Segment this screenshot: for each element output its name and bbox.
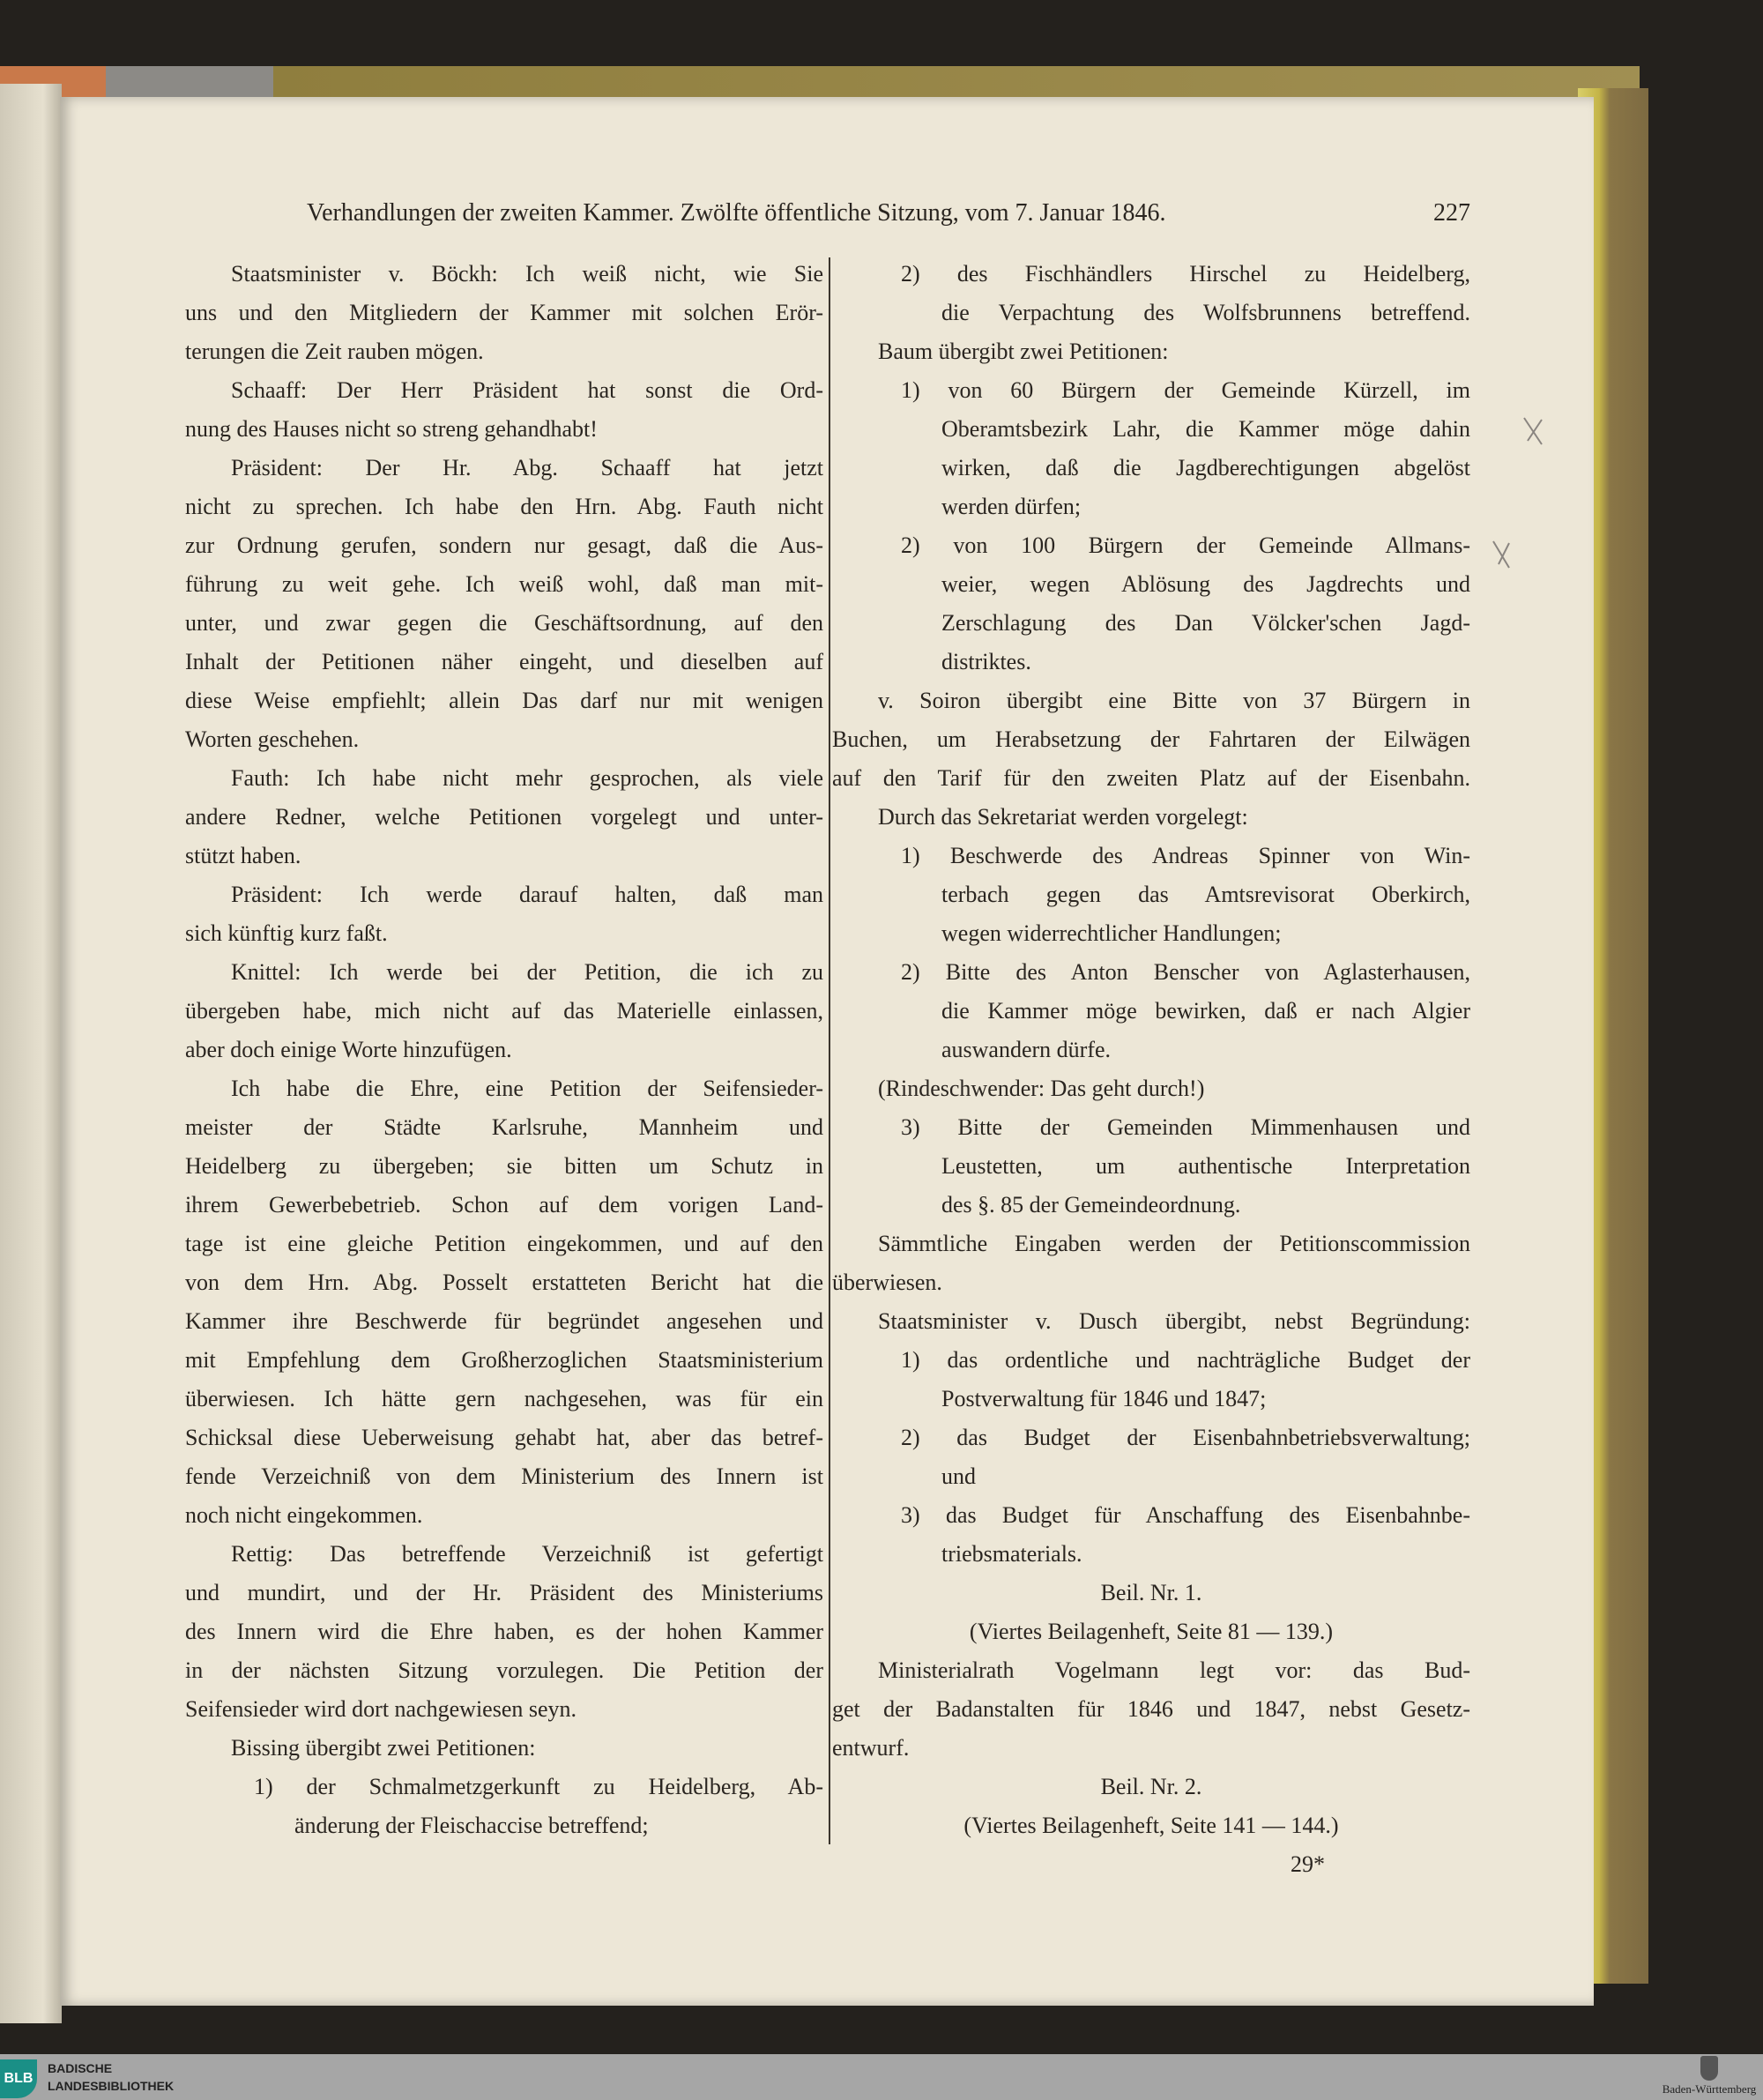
text-line: meister der Städte Karlsruhe, Mannheim und	[185, 1114, 823, 1140]
text-line: auf den Tarif für den zweiten Platz auf der Eisenbahn.	[832, 765, 1470, 791]
text-line: unter, und zwar gegen die Geschäftsordnung, auf den	[185, 610, 823, 636]
pencil-mark	[1490, 538, 1516, 573]
text-line: Beil. Nr. 2.	[1100, 1774, 1202, 1799]
text-line: 1) Beschwerde des Andreas Spinner von Win-	[901, 843, 1470, 868]
text-line: Ich habe die Ehre, eine Petition der Seifensieder-	[231, 1076, 823, 1101]
column-divider	[829, 257, 830, 1844]
state-logo	[1661, 2056, 1758, 2096]
text-line: Präsident: Ich werde darauf halten, daß man	[231, 882, 823, 907]
text-line: wegen widerrechtlicher Handlungen;	[941, 920, 1282, 946]
blb-logo: BLB	[0, 2059, 37, 2098]
text-line: Worten geschehen.	[185, 726, 360, 752]
text-line: mit Empfehlung dem Großherzoglichen Staatsministerium	[185, 1347, 823, 1373]
text-line: führung zu weit gehe. Ich weiß wohl, daß man mit-	[185, 571, 823, 597]
library-name	[48, 2059, 174, 2095]
text-line: weier, wegen Ablösung des Jagdrechts und	[941, 571, 1470, 597]
text-line: 1) von 60 Bürgern der Gemeinde Kürzell, im	[901, 377, 1470, 403]
text-line: triebsmaterials.	[941, 1541, 1082, 1567]
text-line: distriktes.	[941, 649, 1031, 674]
library-footer	[0, 2054, 1763, 2100]
text-line: werden dürfen;	[941, 494, 1082, 519]
text-line: Schaaff: Der Herr Präsident hat sonst die Ord-	[231, 377, 823, 403]
text-line: Zerschlagung des Dan Völcker'schen Jagd-	[941, 610, 1470, 636]
text-line: Durch das Sekretariat werden vorgelegt:	[878, 804, 1248, 830]
text-line: von dem Hrn. Abg. Posselt erstatteten Bericht hat die	[185, 1270, 823, 1295]
text-line: 2) das Budget der Eisenbahnbetriebsverwaltung;	[901, 1425, 1470, 1450]
header-title: Verhandlungen der zweiten Kammer. Zwölfte öffentliche Sitzung, vom 7. Januar 1846.	[307, 199, 1166, 227]
text-line: in der nächsten Sitzung vorzulegen. Die Petition der	[185, 1657, 823, 1683]
text-line: terungen die Zeit rauben mögen.	[185, 339, 484, 364]
text-line: get der Badanstalten für 1846 und 1847, nebst Gesetz-	[832, 1696, 1470, 1722]
text-line: Inhalt der Petitionen näher eingeht, und dieselben auf	[185, 649, 823, 674]
text-line: Buchen, um Herabsetzung der Fahrtaren der Eilwägen	[832, 726, 1470, 752]
text-line: (Viertes Beilagenheft, Seite 81 — 139.)	[969, 1619, 1334, 1644]
text-line: überwiesen.	[832, 1270, 942, 1295]
text-line: Präsident: Der Hr. Abg. Schaaff hat jetzt	[231, 455, 823, 480]
text-line: v. Soiron übergibt eine Bitte von 37 Bürgern in	[878, 688, 1470, 713]
text-line: 3) Bitte der Gemeinden Mimmenhausen und	[901, 1114, 1470, 1140]
text-line: (Rindeschwender: Das geht durch!)	[878, 1076, 1205, 1101]
pencil-mark	[1521, 414, 1547, 450]
text-line: andere Redner, welche Petitionen vorgelegt und unter-	[185, 804, 823, 830]
text-line: Staatsminister v. Dusch übergibt, nebst Begründung:	[878, 1308, 1470, 1334]
text-line: Seifensieder wird dort nachgewiesen seyn.	[185, 1696, 577, 1722]
left-column	[185, 255, 823, 1845]
text-line: und mundirt, und der Hr. Präsident des Ministeriums	[185, 1580, 823, 1605]
text-line: nung des Hauses nicht so streng gehandhabt!	[185, 416, 598, 442]
text-line: zur Ordnung gerufen, sondern nur gesagt, daß die Aus-	[185, 532, 823, 558]
text-line: Beil. Nr. 1.	[1100, 1580, 1202, 1605]
left-page-edge	[0, 84, 62, 2023]
text-line: und	[941, 1463, 976, 1489]
text-line: Fauth: Ich habe nicht mehr gesprochen, als viele	[231, 765, 823, 791]
text-line: uns und den Mitgliedern der Kammer mit solchen Erör-	[185, 300, 823, 325]
text-line: Heidelberg zu übergeben; sie bitten um Schutz in	[185, 1153, 823, 1179]
text-line: terbach gegen das Amtsrevisorat Oberkirch,	[941, 882, 1470, 907]
coat-of-arms-icon	[1700, 2056, 1718, 2081]
library-name-line2: LANDESBIBLIOTHEK	[48, 2079, 175, 2093]
text-line: überwiesen. Ich hätte gern nachgesehen, was für ein	[185, 1386, 823, 1411]
text-line: aber doch einige Worte hinzufügen.	[185, 1037, 512, 1062]
text-line: diese Weise empfiehlt; allein Das darf nur mit wenigen	[185, 688, 823, 713]
text-line: Rettig: Das betreffende Verzeichniß ist gefertigt	[231, 1541, 823, 1567]
text-line: auswandern dürfe.	[941, 1037, 1112, 1062]
text-line: Staatsminister v. Böckh: Ich weiß nicht, wie Sie	[231, 261, 823, 287]
text-line: 2) Bitte des Anton Benscher von Aglasterhausen,	[901, 959, 1470, 985]
text-line: fende Verzeichniß von dem Ministerium des Innern ist	[185, 1463, 823, 1489]
text-line: (Viertes Beilagenheft, Seite 141 — 144.)	[963, 1813, 1339, 1838]
text-line: änderung der Fleischaccise betreffend;	[294, 1813, 649, 1838]
text-line: nicht zu sprechen. Ich habe den Hrn. Abg. Fauth nicht	[185, 494, 823, 519]
text-line: Kammer ihre Beschwerde für begründet angesehen und	[185, 1308, 823, 1334]
text-line: des Innern wird die Ehre haben, es der hohen Kammer	[185, 1619, 823, 1644]
library-name-line1: BADISCHE	[48, 2061, 113, 2075]
page-number: 227	[1433, 199, 1470, 227]
text-line: Knittel: Ich werde bei der Petition, die ich zu	[231, 959, 823, 985]
text-line: des §. 85 der Gemeindeordnung.	[941, 1192, 1241, 1218]
text-line: 2) des Fischhändlers Hirschel zu Heidelberg,	[901, 261, 1470, 287]
text-line: 2) von 100 Bürgern der Gemeinde Allmans-	[901, 532, 1470, 558]
text-line: Leustetten, um authentische Interpretation	[941, 1153, 1470, 1179]
text-line: stützt haben.	[185, 843, 301, 868]
text-line: wirken, daß die Jagdberechtigungen abgelöst	[941, 455, 1470, 480]
text-line: entwurf.	[832, 1735, 910, 1761]
state-label: Baden-Württemberg	[1662, 2082, 1757, 2096]
text-line: 29*	[1291, 1851, 1325, 1877]
text-line: ihrem Gewerbebetrieb. Schon auf dem vorigen Land-	[185, 1192, 823, 1218]
text-line: Postverwaltung für 1846 und 1847;	[941, 1386, 1267, 1411]
text-line: 1) das ordentliche und nachträgliche Budget der	[901, 1347, 1470, 1373]
text-line: sich künftig kurz faßt.	[185, 920, 388, 946]
text-line: Oberamtsbezirk Lahr, die Kammer möge dahin	[941, 416, 1470, 442]
text-line: tage ist eine gleiche Petition eingekommen, und auf den	[185, 1231, 823, 1256]
text-line: übergeben habe, mich nicht auf das Materielle einlassen,	[185, 998, 823, 1024]
text-line: Ministerialrath Vogelmann legt vor: das Bud-	[878, 1657, 1470, 1683]
right-column	[832, 255, 1470, 1884]
text-line: die Verpachtung des Wolfsbrunnens betreffend.	[941, 300, 1470, 325]
text-line: 3) das Budget für Anschaffung des Eisenbahnbe-	[901, 1502, 1470, 1528]
text-line: Bissing übergibt zwei Petitionen:	[231, 1735, 536, 1761]
running-header	[307, 199, 1470, 235]
text-line: Baum übergibt zwei Petitionen:	[878, 339, 1169, 364]
text-line: Schicksal diese Ueberweisung gehabt hat, aber das betref-	[185, 1425, 823, 1450]
text-line: Sämmtliche Eingaben werden der Petitionscommission	[878, 1231, 1470, 1256]
text-line: noch nicht eingekommen.	[185, 1502, 423, 1528]
text-line: die Kammer möge bewirken, daß er nach Algier	[941, 998, 1470, 1024]
text-line: 1) der Schmalmetzgerkunft zu Heidelberg, Ab-	[254, 1774, 823, 1799]
